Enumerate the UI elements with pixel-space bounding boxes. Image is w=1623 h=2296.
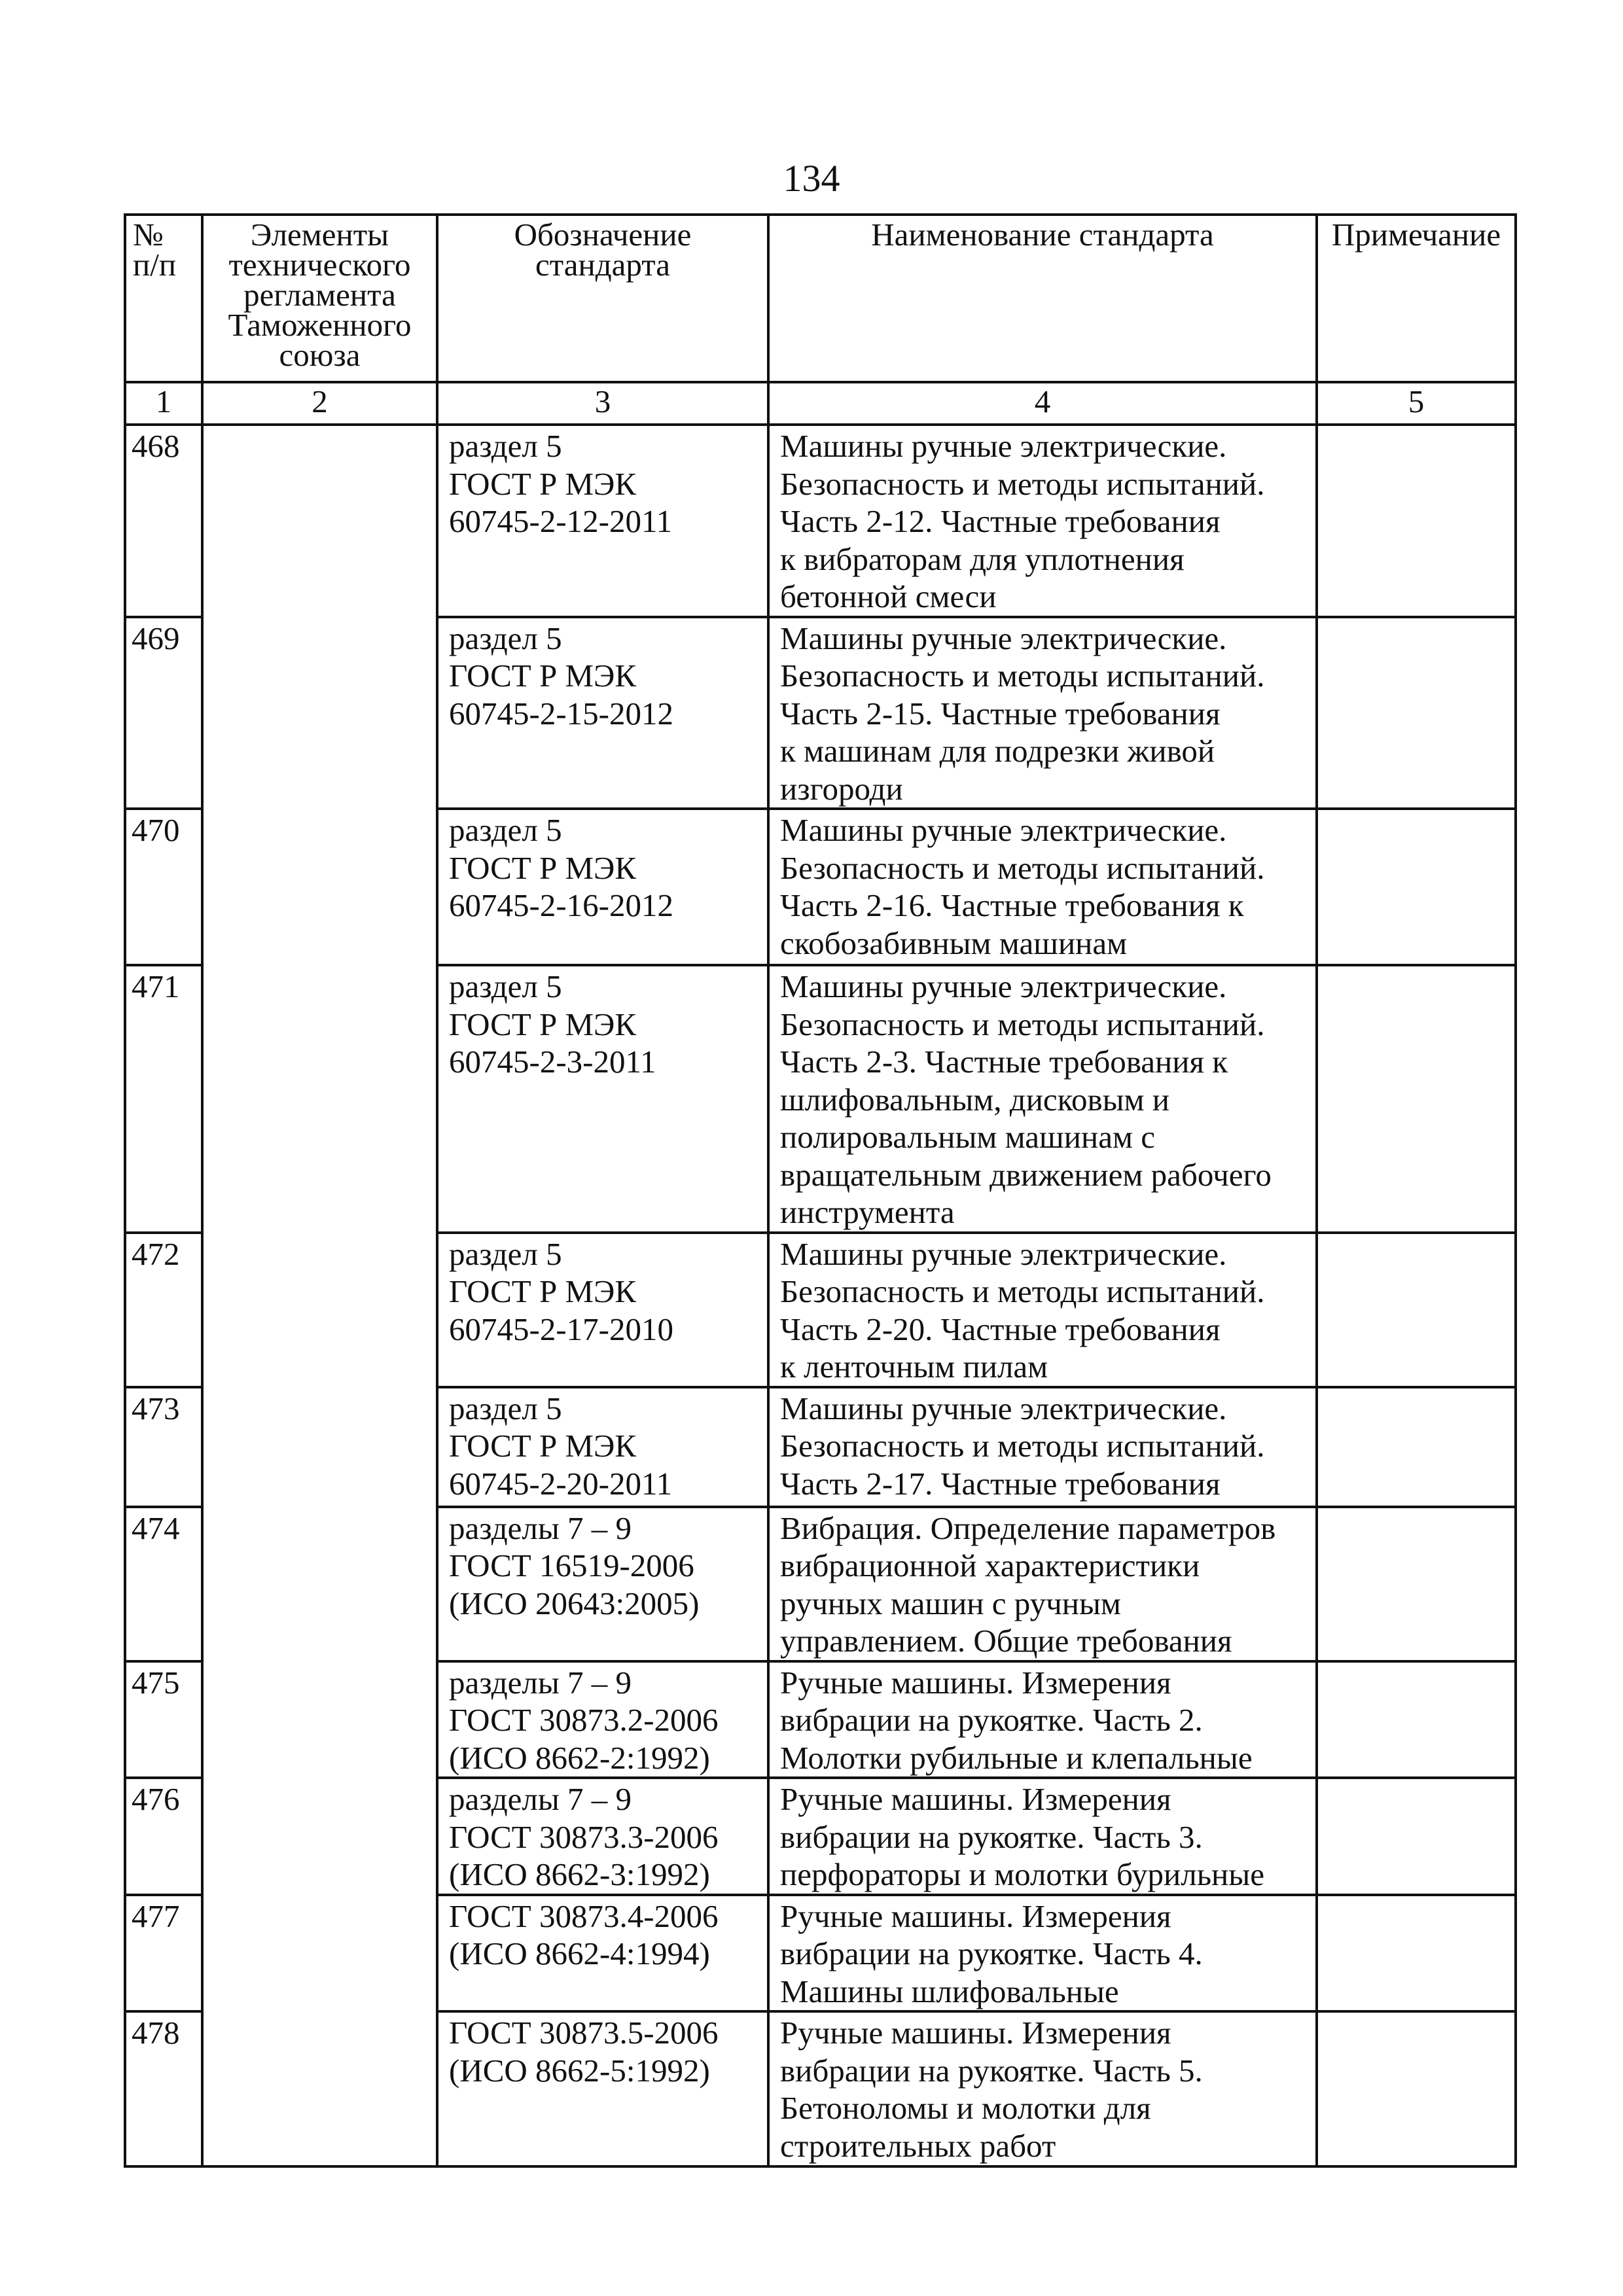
standard-designation: ГОСТ 30873.5-2006 (ИСО 8662-5:1992) [437, 2011, 768, 2166]
standard-designation: разделы 7 – 9 ГОСТ 30873.3-2006 (ИСО 8662-3:1992) [437, 1778, 768, 1895]
row-number: 478 [125, 2011, 202, 2166]
row-number: 473 [125, 1387, 202, 1507]
standard-designation: раздел 5 ГОСТ Р МЭК 60745-2-15-2012 [437, 617, 768, 809]
standard-designation: разделы 7 – 9 ГОСТ 30873.2-2006 (ИСО 8662-2:1992) [437, 1661, 768, 1778]
header-note: Примечание [1317, 215, 1516, 382]
standard-designation: разделы 7 – 9 ГОСТ 16519-2006 (ИСО 20643:2005) [437, 1507, 768, 1661]
table-row [125, 425, 1516, 617]
standard-designation: раздел 5 ГОСТ Р МЭК 60745-2-3-2011 [437, 965, 768, 1233]
note-cell [1317, 1507, 1516, 1661]
standard-name: Машины ручные электрические. Безопасность и методы испытаний. Часть 2-12. Частные требования к вибраторам для уплотнения бетонной смеси [768, 425, 1317, 617]
standard-name: Ручные машины. Измерения вибрации на рукоятке. Часть 5. Бетоноломы и молотки для строительных работ [768, 2011, 1317, 2166]
standard-name: Вибрация. Определение параметров вибрационной характеристики ручных машин с ручным управлением. Общие требования [768, 1507, 1317, 1661]
header-name: Наименование стандарта [768, 215, 1317, 382]
note-cell [1317, 1778, 1516, 1895]
column-number: 3 [437, 382, 768, 425]
standard-name: Ручные машины. Измерения вибрации на рукоятке. Часть 4. Машины шлифовальные [768, 1895, 1317, 2012]
header-elements: Элементы технического регламента Таможенного союза [202, 215, 437, 382]
column-number: 4 [768, 382, 1317, 425]
row-number: 471 [125, 965, 202, 1233]
row-number: 477 [125, 1895, 202, 2012]
column-numbers-row [125, 382, 1516, 425]
header-designation: Обозначение стандарта [437, 215, 768, 382]
column-number: 2 [202, 382, 437, 425]
column-number: 5 [1317, 382, 1516, 425]
standard-designation: ГОСТ 30873.4-2006 (ИСО 8662-4:1994) [437, 1895, 768, 2012]
standard-name: Ручные машины. Измерения вибрации на рукоятке. Часть 3. перфораторы и молотки бурильные [768, 1778, 1317, 1895]
standard-name: Машины ручные электрические. Безопасность и методы испытаний. Часть 2-16. Частные требования к скобозабивным машинам [768, 809, 1317, 965]
standard-name: Машины ручные электрические. Безопасность и методы испытаний. Часть 2-3. Частные требования к шлифовальным, дисковым и полировальным машинам с вращательным движением рабочего инструмента [768, 965, 1317, 1233]
note-cell [1317, 1387, 1516, 1507]
row-number: 476 [125, 1778, 202, 1895]
note-cell [1317, 1233, 1516, 1387]
column-number: 1 [125, 382, 202, 425]
note-cell [1317, 1661, 1516, 1778]
standard-designation: раздел 5 ГОСТ Р МЭК 60745-2-16-2012 [437, 809, 768, 965]
note-cell [1317, 617, 1516, 809]
standards-table [124, 213, 1517, 2168]
header-row [125, 215, 1516, 382]
standard-name: Машины ручные электрические. Безопасность и методы испытаний. Часть 2-20. Частные требования к ленточным пилам [768, 1233, 1317, 1387]
standard-name: Машины ручные электрические. Безопасность и методы испытаний. Часть 2-15. Частные требования к машинам для подрезки живой изгороди [768, 617, 1317, 809]
row-number: 474 [125, 1507, 202, 1661]
row-number: 468 [125, 425, 202, 617]
row-number: 469 [125, 617, 202, 809]
note-cell [1317, 809, 1516, 965]
note-cell [1317, 425, 1516, 617]
header-number: № п/п [125, 215, 202, 382]
note-cell [1317, 1895, 1516, 2012]
standard-designation: раздел 5 ГОСТ Р МЭК 60745-2-17-2010 [437, 1233, 768, 1387]
row-number: 470 [125, 809, 202, 965]
row-number: 475 [125, 1661, 202, 1778]
standard-designation: раздел 5 ГОСТ Р МЭК 60745-2-12-2011 [437, 425, 768, 617]
page-number: 134 [783, 157, 840, 200]
elements-cell [202, 425, 437, 2166]
note-cell [1317, 2011, 1516, 2166]
standard-name: Машины ручные электрические. Безопасность и методы испытаний. Часть 2-17. Частные требования [768, 1387, 1317, 1507]
standard-name: Ручные машины. Измерения вибрации на рукоятке. Часть 2. Молотки рубильные и клепальные [768, 1661, 1317, 1778]
note-cell [1317, 965, 1516, 1233]
standard-designation: раздел 5 ГОСТ Р МЭК 60745-2-20-2011 [437, 1387, 768, 1507]
row-number: 472 [125, 1233, 202, 1387]
